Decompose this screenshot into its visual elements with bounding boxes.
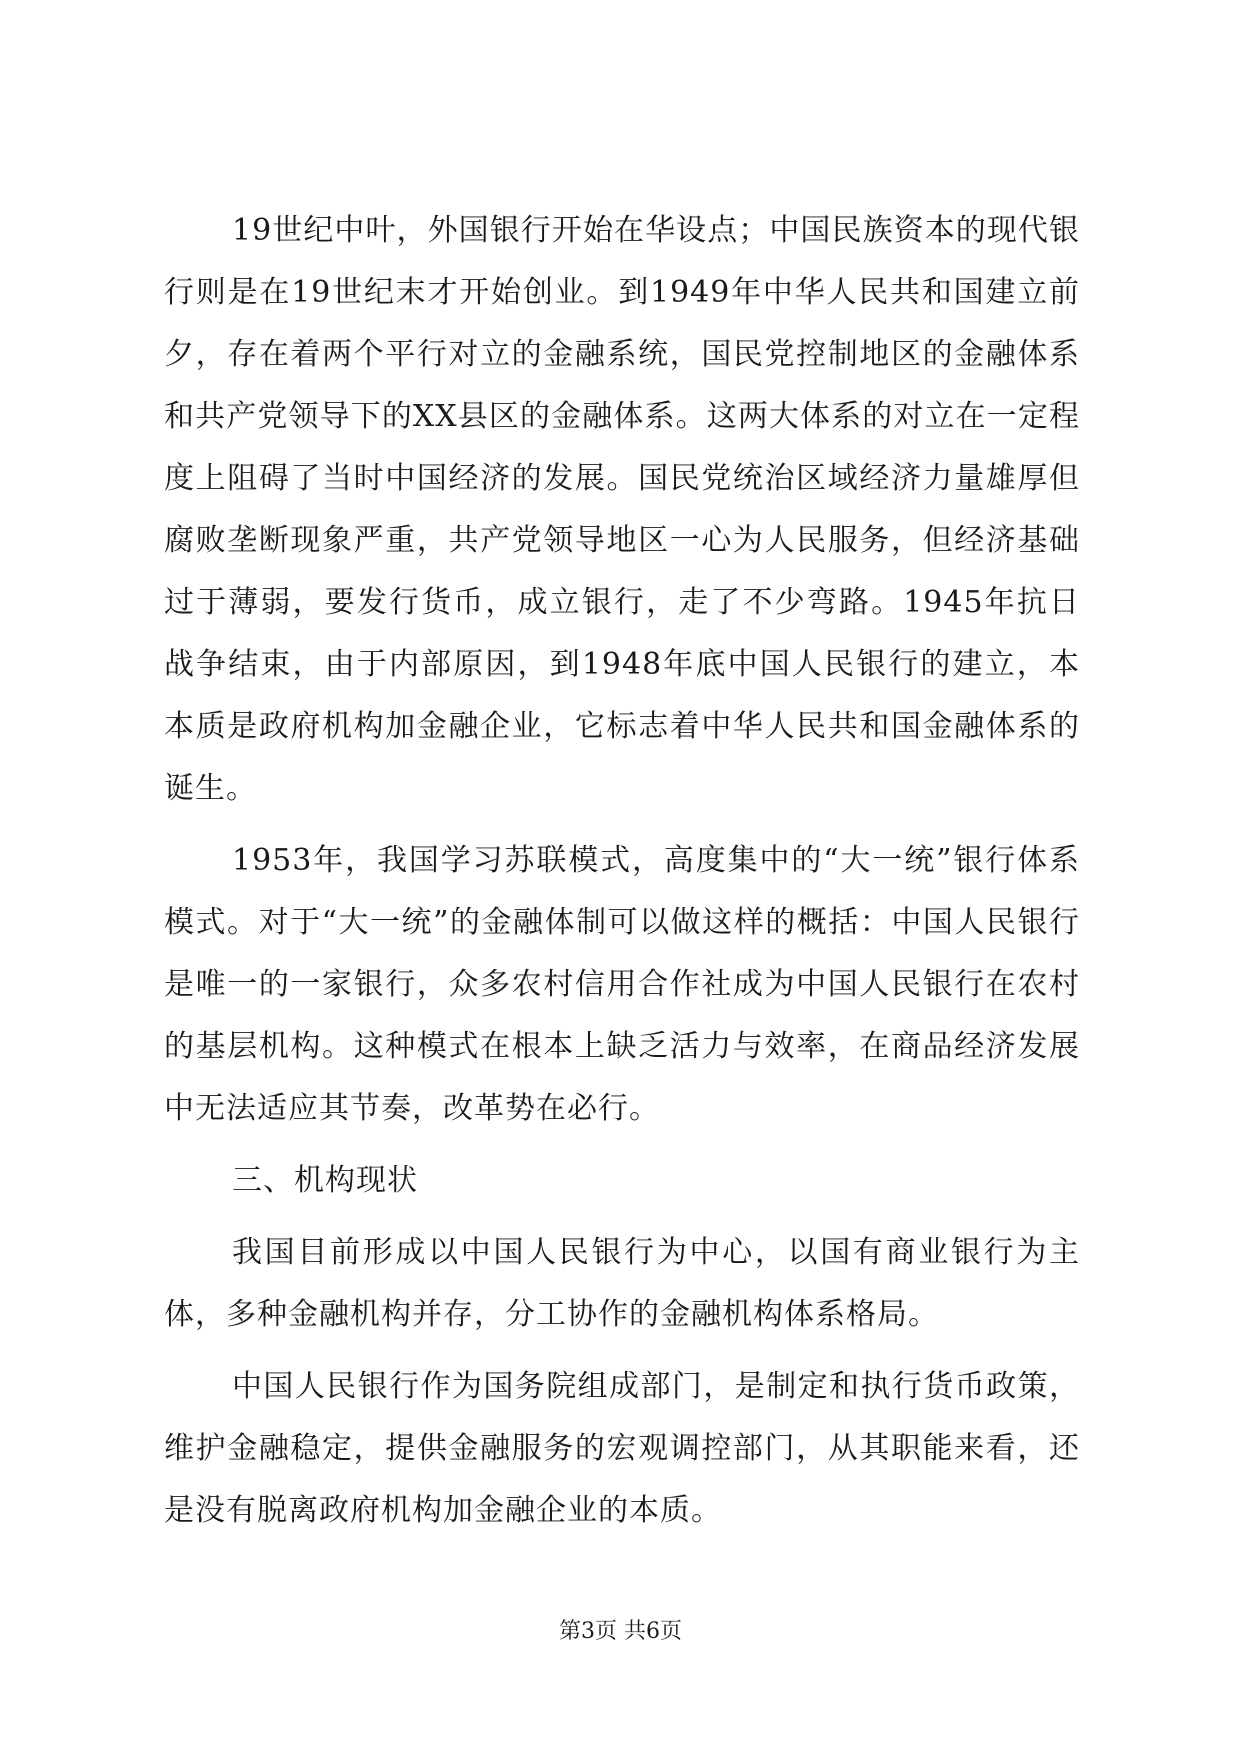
document-body (164, 200, 1080, 1552)
paragraph-central-bank-role: 中国人民银行作为国务院组成部门，是制定和执行货币政策，维护金融稳定，提供金融服务的宏观调控部门，从其职能来看，还是没有脱离政府机构加金融企业的本质。 (164, 1369, 1080, 1528)
section-heading: 三、机构现状 (232, 1163, 418, 1198)
page-number-footer: 第3页 共6页 (559, 1619, 682, 1644)
paragraph-current-structure: 我国目前形成以中国人民银行为中心，以国有商业银行为主体，多种金融机构并存，分工协作的金融机构体系格局。 (164, 1235, 1080, 1332)
paragraph-history: 19世纪中叶，外国银行开始在华设点；中国民族资本的现代银行则是在19世纪末才开始创业。到1949年中华人民共和国建立前夕，存在着两个平行对立的金融系统，国民党控制地区的金融体系和共产党领导下的XX县区的金融体系。这两大体系的对立在一定程度上阻碍了当时中国经济的发展。国民党统治区域经济力量雄厚但腐败垄断现象严重，共产党领导地区一心为人民服务，但经济基础过于薄弱，要发行货币，成立银行，走了不少弯路。1945年抗日战争结束，由于内部原因，到1948年底中国人民银行的建立，本本质是政府机构加金融企业，它标志着中华人民共和国金融体系的诞生。 (164, 213, 1080, 806)
paragraph-1953-model: 1953年，我国学习苏联模式，高度集中的“大一统”银行体系模式。对于“大一统”的金融体制可以做这样的概括：中国人民银行是唯一的一家银行，众多农村信用合作社成为中国人民银行在农村的基层机构。这种模式在根本上缺乏活力与效率，在商品经济发展中无法适应其节奏，改革势在必行。 (164, 843, 1080, 1126)
